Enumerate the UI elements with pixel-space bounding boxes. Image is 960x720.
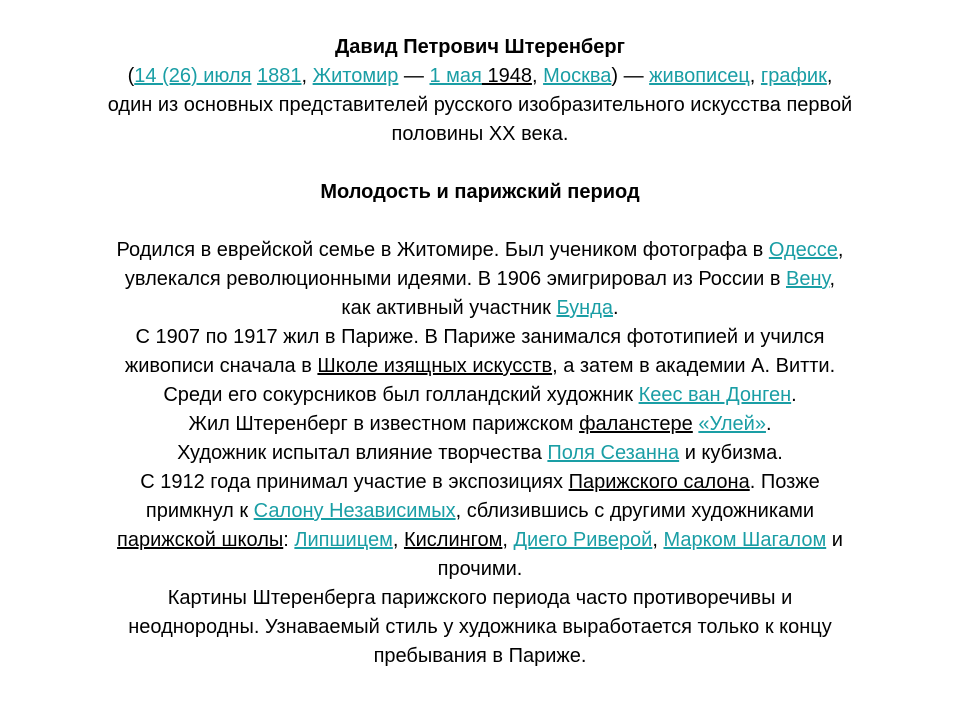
text-line [30, 294, 930, 323]
hyperlink[interactable]: Диего Риверой [513, 529, 653, 551]
text-line [30, 323, 930, 352]
underlined-term: фаланстере [579, 413, 693, 435]
text-run: . [613, 297, 619, 319]
hyperlink[interactable]: 1 мая [429, 65, 482, 87]
text-line [30, 236, 930, 265]
text-line [30, 584, 930, 613]
text-run: ( [127, 65, 135, 87]
text-run: , [837, 239, 844, 261]
text-line [30, 265, 930, 294]
text-run: , [301, 65, 313, 87]
text-run: — [398, 65, 430, 87]
text-line [30, 555, 930, 584]
hyperlink[interactable]: Бунда [556, 297, 614, 319]
section-body [30, 236, 930, 671]
spacer [30, 207, 930, 236]
text-run: , [392, 529, 404, 551]
text-run: . [791, 384, 797, 406]
page-title: Давид Петрович Штеренберг [335, 36, 625, 58]
hyperlink[interactable]: 1881 [257, 65, 302, 87]
text-line [30, 352, 930, 381]
text-run: примкнул к [145, 500, 254, 522]
text-run: неоднородны. Узнаваемый стиль у художника выработается только к концу [128, 616, 832, 638]
text-line [30, 497, 930, 526]
underlined-term: Парижского салона [568, 471, 750, 493]
text-run: , [652, 529, 664, 551]
hyperlink[interactable]: живописец [649, 65, 750, 87]
hyperlink[interactable]: Марком Шагалом [663, 529, 827, 551]
text-run: , [502, 529, 514, 551]
text-run: Картины Штеренберга парижского периода часто противоречивы и [167, 587, 793, 609]
text-run: , [826, 65, 833, 87]
hyperlink[interactable]: Одессе [768, 239, 838, 261]
intro-line-3: половины XX века. [391, 123, 569, 145]
text-run: Художник испытал влияние творчества [177, 442, 548, 464]
underlined-term: 1948 [481, 65, 532, 87]
text-run: . Позже [749, 471, 820, 493]
hyperlink[interactable]: Салону Независимых [253, 500, 456, 522]
text-run: , [749, 65, 761, 87]
spacer [30, 149, 930, 178]
text-line [30, 381, 930, 410]
underlined-term: Школе изящных искусств [317, 355, 553, 377]
text-run: увлекался революционными идеями. В 1906 эмигрировал из России в [124, 268, 786, 290]
text-run: Жил Штеренберг в известном парижском [188, 413, 580, 435]
text-line [30, 613, 930, 642]
text-run: и кубизма. [679, 442, 783, 464]
text-run: , [829, 268, 836, 290]
text-run: . [765, 413, 772, 435]
text-run: , [531, 65, 544, 87]
text-run: С 1907 по 1917 жил в Париже. В Париже занимался фототипией и учился [135, 326, 825, 348]
text-line [30, 410, 930, 439]
text-line [30, 468, 930, 497]
text-run: Родился в еврейской семье в Житомире. Был учеником фотографа в [116, 239, 769, 261]
intro-line-1 [30, 62, 930, 91]
text-run: С 1912 года принимал участие в экспозициях [140, 471, 569, 493]
hyperlink[interactable]: Кеес ван Донген [638, 384, 792, 406]
hyperlink[interactable]: Москва [543, 65, 612, 87]
text-line [30, 439, 930, 468]
hyperlink[interactable]: 14 (26) июля [134, 65, 252, 87]
text-run: прочими. [437, 558, 523, 580]
hyperlink[interactable]: «Улей» [698, 413, 766, 435]
text-run: живописи сначала в [124, 355, 318, 377]
intro-line-2: один из основных представителей русского изобразительного искусства первой [107, 94, 853, 116]
text-line [30, 526, 930, 555]
hyperlink[interactable]: Вену [786, 268, 830, 290]
text-line [30, 642, 930, 671]
hyperlink[interactable]: Житомир [312, 65, 399, 87]
underlined-term: Кислингом [403, 529, 503, 551]
text-run: , сблизившись с другими художниками [455, 500, 815, 522]
text-run: : [283, 529, 295, 551]
article [30, 33, 930, 671]
text-run: и [826, 529, 843, 551]
section-heading: Молодость и парижский период [320, 181, 640, 203]
hyperlink[interactable]: график [760, 65, 827, 87]
text-run: как активный участник [341, 297, 557, 319]
text-run: ) — [611, 65, 650, 87]
hyperlink[interactable]: Липшицем [294, 529, 393, 551]
hyperlink[interactable]: Поля Сезанна [547, 442, 680, 464]
text-run: Среди его сокурсников был голландский художник [163, 384, 639, 406]
text-run: пребывания в Париже. [373, 645, 587, 667]
text-run: , а затем в академии А. Витти. [552, 355, 836, 377]
underlined-term: парижской школы [117, 529, 284, 551]
